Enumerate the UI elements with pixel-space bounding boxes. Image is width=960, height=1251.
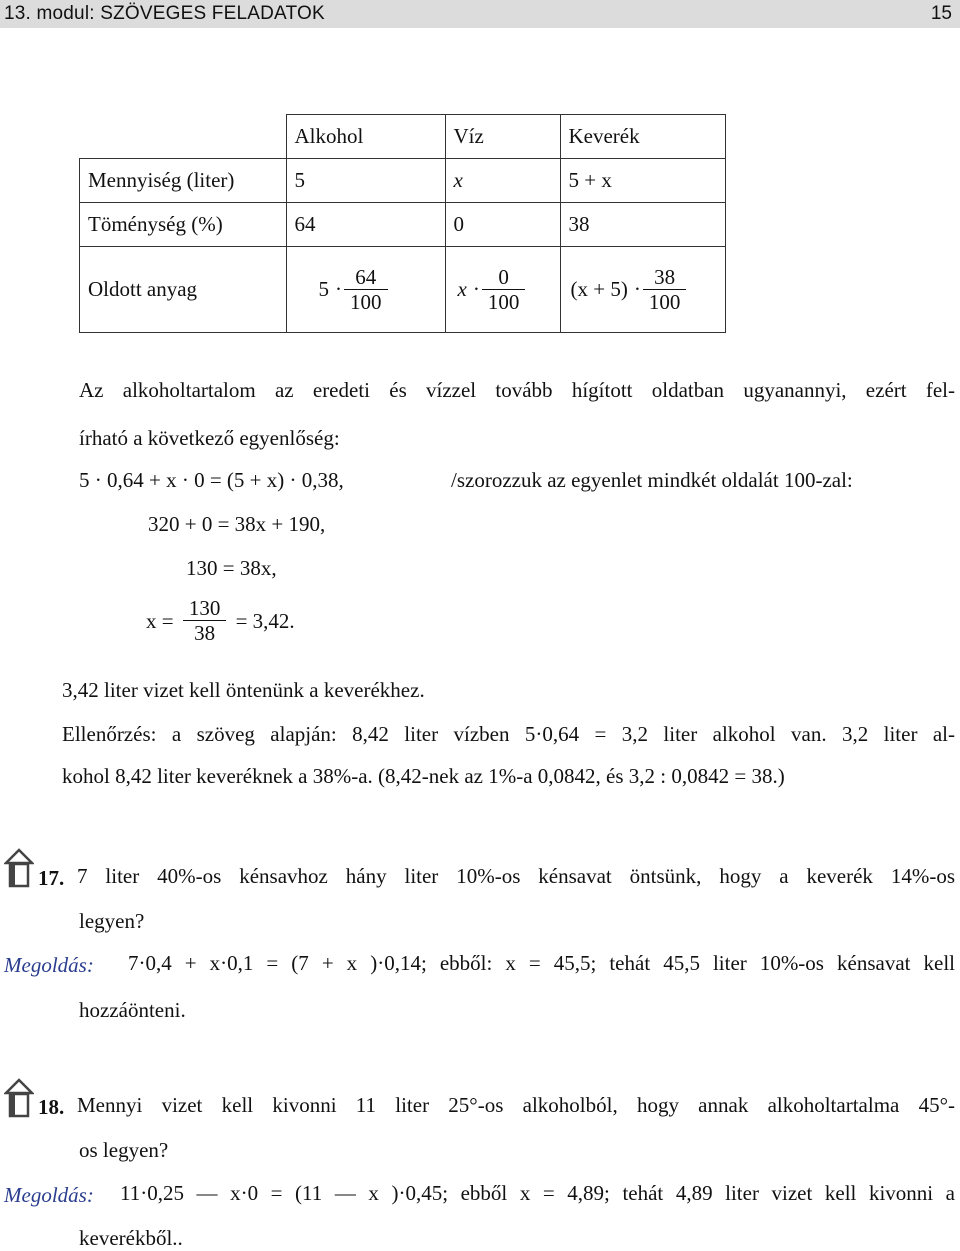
cell-alkohol-fraction: 5 · $\frac{64}{100}$	[286, 247, 445, 333]
row-label: Mennyiség (liter)	[80, 159, 287, 203]
check-line-2: kohol 8,42 liter keveréknek a 38%-a. (8,42-nek az 1%-a 0,0842, és 3,2 : 0,0842 = 38.)	[62, 764, 785, 788]
task-17-solution-line-2: hozzáönteni.	[79, 998, 186, 1022]
task-17-text-line-1: 7 liter 40%-os kénsavhoz hány liter 10%-os kénsavat öntsünk, hogy a keverék 14%-os	[77, 864, 955, 888]
task-18-solution-label: Megoldás:	[4, 1183, 94, 1207]
task-17-number: 17.	[38, 866, 65, 890]
row-label: Oldott anyag	[80, 247, 287, 333]
equation-2: 320 + 0 = 38x + 190,	[148, 512, 326, 536]
table-row	[80, 159, 726, 203]
house-icon	[4, 848, 34, 888]
mixture-table	[79, 114, 726, 333]
task-17-solution-label: Megoldás:	[4, 953, 94, 977]
cell-viz-fraction: x · $\frac{0}{100}$	[445, 247, 560, 333]
task-18-text-line-1: Mennyi vizet kell kivonni 11 liter 25°-os alkoholból, hogy annak alkoholtartalma 45°-	[77, 1093, 955, 1117]
equation-3: 130 = 38x,	[186, 556, 277, 580]
cell-keverek: 38	[560, 203, 726, 247]
check-line-1: Ellenőrzés: a szöveg alapján: 8,42 liter vízben 5·0,64 = 3,2 liter alkohol van. 3,2 liter al-	[62, 722, 955, 746]
intro-line-1: Az alkoholtartalom az eredeti és vízzel tovább hígított oldatban ugyanannyi, ezért fel-	[79, 378, 955, 402]
table-row-oldott	[80, 247, 726, 333]
house-icon	[4, 1078, 34, 1118]
intro-line-2: írható a következő egyenlőség:	[79, 426, 340, 450]
equation-1-note: /szorozzuk az egyenlet mindkét oldalát 100-zal:	[451, 468, 853, 492]
task-18-solution-line-1: 11·0,25 — x·0 = (11 — x )·0,45; ebből x = 4,89; tehát 4,89 liter vizet kell kivonni a	[120, 1181, 955, 1205]
cell-viz: x	[445, 159, 560, 203]
equation-4: x = $\frac{130}{38}$ = 3,42.	[146, 596, 295, 645]
table-corner	[80, 115, 287, 159]
table-header-row	[80, 115, 726, 159]
cell-keverek-fraction: (x + 5) · $\frac{38}{100}$	[560, 247, 726, 333]
task-17-solution-line-1: 7·0,4 + x·0,1 = (7 + x )·0,14; ebből: x = 45,5; tehát 45,5 liter 10%-os kénsavat kell	[128, 951, 955, 975]
page-header	[0, 0, 960, 28]
task-18-solution-line-2: keverékből..	[79, 1226, 183, 1250]
header-keverek: Keverék	[560, 115, 726, 159]
task-18-text-line-2: os legyen?	[79, 1138, 169, 1162]
header-viz: Víz	[445, 115, 560, 159]
table-row	[80, 203, 726, 247]
row-label: Töménység (%)	[80, 203, 287, 247]
page-number: 15	[930, 3, 952, 24]
task-18-number: 18.	[38, 1095, 65, 1119]
header-alkohol: Alkohol	[286, 115, 445, 159]
cell-alkohol: 5	[286, 159, 445, 203]
module-title: 13. modul: SZÖVEGES FELADATOK	[4, 3, 325, 24]
task-17-text-line-2: legyen?	[79, 909, 145, 933]
cell-keverek: 5 + x	[560, 159, 726, 203]
answer-text: 3,42 liter vizet kell öntenünk a keverékhez.	[62, 678, 425, 702]
cell-alkohol: 64	[286, 203, 445, 247]
equation-1: 5 · 0,64 + x · 0 = (5 + x) · 0,38,	[79, 468, 344, 492]
cell-viz: 0	[445, 203, 560, 247]
